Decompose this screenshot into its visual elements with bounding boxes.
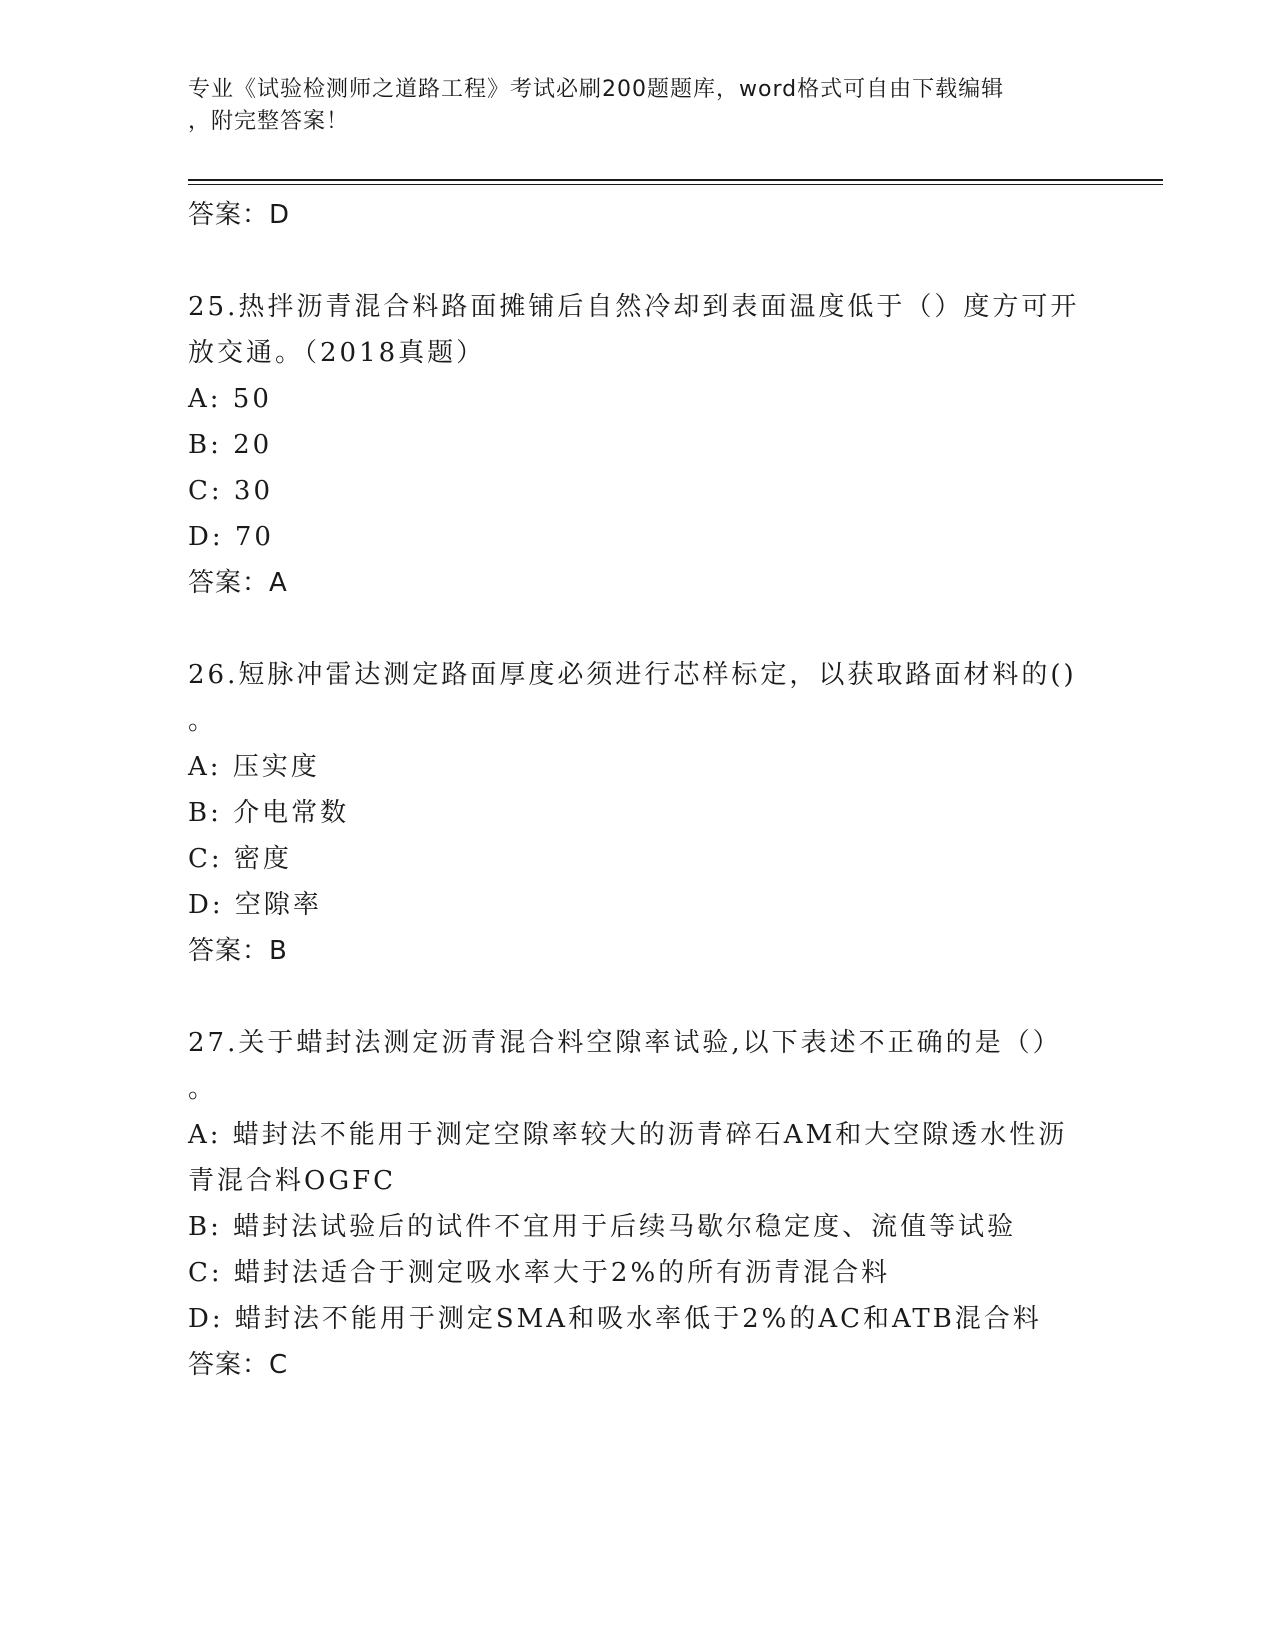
question-stem bbox=[188, 1020, 1078, 1112]
answer-option bbox=[188, 882, 1078, 928]
document-header bbox=[188, 74, 1068, 138]
question-stem-line: 。 bbox=[188, 1074, 218, 1104]
answer-line: 答案：B bbox=[188, 936, 288, 966]
answer-option-line: C: 密度 bbox=[188, 844, 292, 874]
header-rule-thick bbox=[188, 179, 1163, 181]
spacer bbox=[188, 238, 1078, 284]
question-list bbox=[188, 192, 1078, 1388]
question-stem-line: 。 bbox=[188, 706, 218, 736]
question-stem-line: 27.关于蜡封法测定沥青混合料空隙率试验,以下表述不正确的是（） bbox=[188, 1028, 1062, 1058]
answer-option bbox=[188, 1250, 1078, 1296]
answer-option-line: B: 20 bbox=[188, 430, 273, 460]
answer-option-line: A: 压实度 bbox=[188, 752, 320, 782]
answer-option bbox=[188, 422, 1078, 468]
answer-option-line: A: 50 bbox=[188, 384, 272, 414]
answer-option-line: B: 介电常数 bbox=[188, 798, 350, 828]
question-stem-line: 25.热拌沥青混合料路面摊铺后自然冷却到表面温度低于（）度方可开 bbox=[188, 292, 1080, 322]
question-stem-line: 26.短脉冲雷达测定路面厚度必须进行芯样标定，以获取路面材料的() bbox=[188, 660, 1077, 690]
answer-option-line: D: 空隙率 bbox=[188, 890, 322, 920]
answer-line: 答案：C bbox=[188, 1350, 289, 1380]
answer-option bbox=[188, 468, 1078, 514]
answer-option-line: C: 蜡封法适合于测定吸水率大于2%的所有沥青混合料 bbox=[188, 1258, 891, 1288]
answer-option-line: 青混合料OGFC bbox=[188, 1166, 397, 1196]
answer-option bbox=[188, 744, 1078, 790]
answer-option bbox=[188, 514, 1078, 560]
answer-option-line: C: 30 bbox=[188, 476, 274, 506]
question-stem bbox=[188, 652, 1078, 744]
answer-line: 答案：A bbox=[188, 568, 288, 598]
answer-option bbox=[188, 376, 1078, 422]
question-stem-line: 放交通。（2018真题） bbox=[188, 338, 486, 368]
header-rule-thin bbox=[188, 184, 1163, 185]
answer-option-line: D: 70 bbox=[188, 522, 274, 552]
answer-option bbox=[188, 1112, 1078, 1204]
spacer bbox=[188, 974, 1078, 1020]
answer-option-line: A: 蜡封法不能用于测定空隙率较大的沥青碎石AM和大空隙透水性沥 bbox=[188, 1120, 1068, 1150]
answer-option-line: D: 蜡封法不能用于测定SMA和吸水率低于2%的AC和ATB混合料 bbox=[188, 1304, 1042, 1334]
spacer bbox=[188, 606, 1078, 652]
header-line-1: 专业《试验检测师之道路工程》考试必刷200题题库，word格式可自由下载编辑 bbox=[188, 77, 1005, 102]
answer-option bbox=[188, 1296, 1078, 1342]
answer-option bbox=[188, 836, 1078, 882]
question-stem bbox=[188, 284, 1078, 376]
answer-option-line: B: 蜡封法试验后的试件不宜用于后续马歇尔稳定度、流值等试验 bbox=[188, 1212, 1017, 1242]
header-line-2: ，附完整答案！ bbox=[188, 109, 350, 134]
answer-line: 答案：D bbox=[188, 200, 291, 230]
answer-option bbox=[188, 1204, 1078, 1250]
answer-option bbox=[188, 790, 1078, 836]
